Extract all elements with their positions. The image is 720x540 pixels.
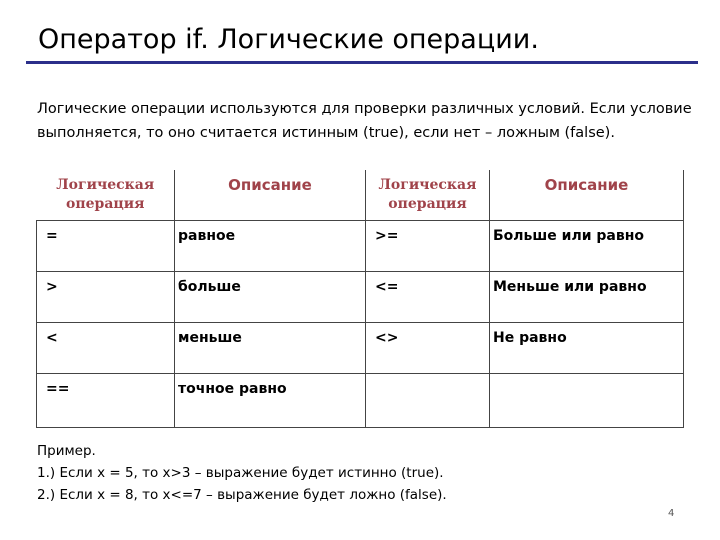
table-cell <box>366 374 490 428</box>
table-cell: == <box>37 374 175 428</box>
header-description-1: Описание <box>175 170 366 221</box>
example-heading: Пример. <box>37 443 96 459</box>
table-cell: <= <box>366 272 490 323</box>
header-operation-2: Логическая операция <box>366 170 490 221</box>
table-cell: >= <box>366 221 490 272</box>
table-cell: Не равно <box>490 323 684 374</box>
table-cell: <> <box>366 323 490 374</box>
header-operation-1: Логическая операция <box>37 170 175 221</box>
table-cell: Меньше или равно <box>490 272 684 323</box>
table-cell <box>490 374 684 428</box>
example-block <box>37 440 697 506</box>
table-cell: равное <box>175 221 366 272</box>
table-cell: меньше <box>175 323 366 374</box>
table-header-row <box>37 170 684 221</box>
intro-paragraph: Логические операции используются для проверки различных условий. Если условие выполняется, то оно считается истинным (true), если нет – ложным (false). <box>37 101 692 141</box>
page-number: 4 <box>668 508 675 519</box>
example-line-1: 1.) Если x = 5, то x>3 – выражение будет истинно (true). <box>37 465 444 481</box>
title-underline <box>26 61 698 64</box>
table-cell: больше <box>175 272 366 323</box>
example-line-2: 2.) Если x = 8, то x<=7 – выражение будет ложно (false). <box>37 487 447 503</box>
table-cell: = <box>37 221 175 272</box>
table-cell: < <box>37 323 175 374</box>
header-description-2: Описание <box>490 170 684 221</box>
logic-operations-table <box>36 170 684 428</box>
table-cell: точное равно <box>175 374 366 428</box>
table-cell: Больше или равно <box>490 221 684 272</box>
slide-title: Оператор if. Логические операции. <box>38 24 539 55</box>
table-row <box>37 323 684 374</box>
table-row <box>37 221 684 272</box>
table-row <box>37 374 684 428</box>
table-row <box>37 272 684 323</box>
table-cell: > <box>37 272 175 323</box>
